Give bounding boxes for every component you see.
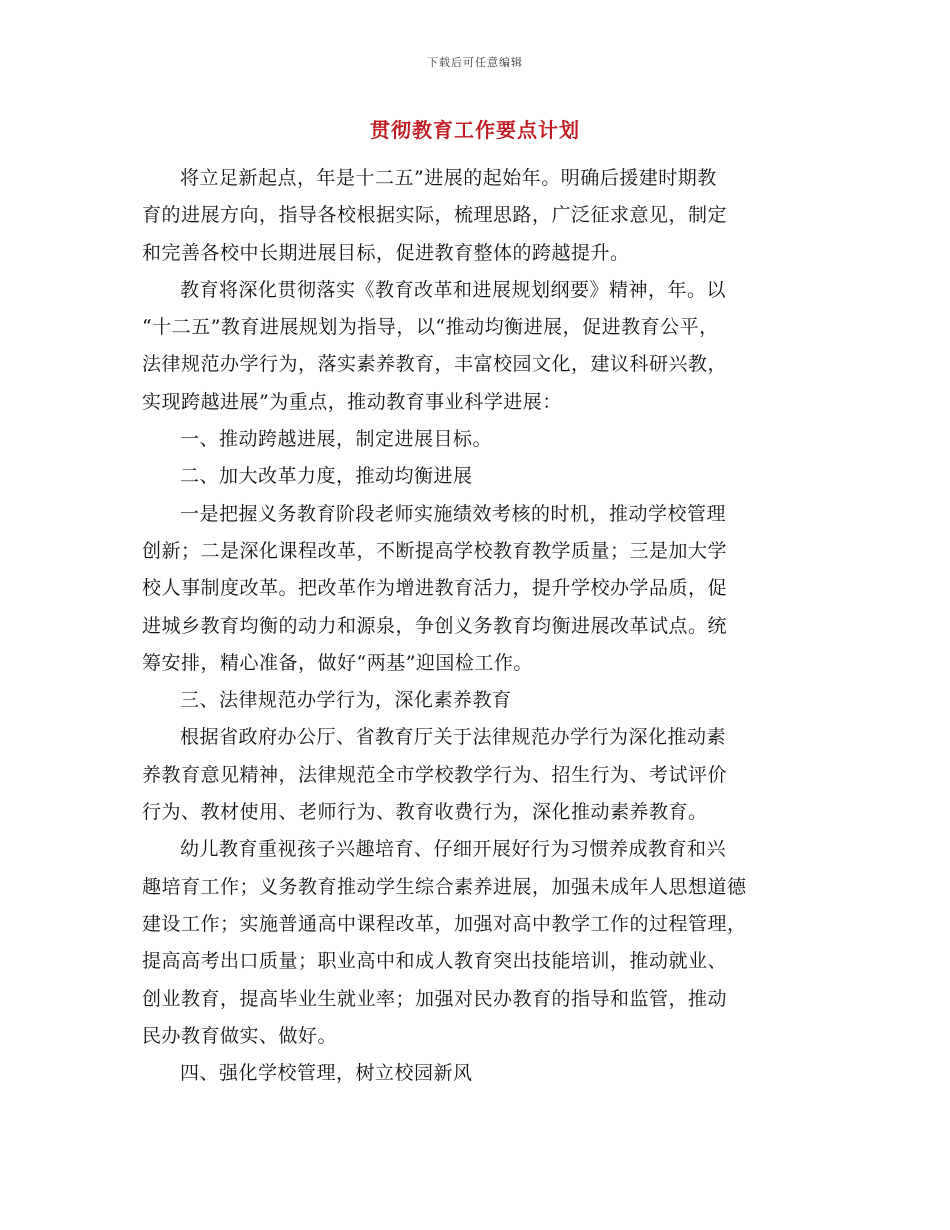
document-title: 贯彻教育工作要点计划 — [370, 118, 580, 142]
section-heading-1: 一、推动跨越进展，制定进展目标。 — [180, 428, 493, 451]
page-header-note: 下载后可任意编辑 — [427, 56, 523, 69]
section-heading-4: 四、强化学校管理，树立校园新风 — [180, 1062, 473, 1085]
section-heading-2: 二、加大改革力度，推动均衡进展 — [180, 465, 473, 488]
paragraph-guiding-principle: 教育将深化贯彻落实《教育改革和进展规划纲要》精神，年。以 “十二五”教育进展规划为指导，以“推动均衡进展，促进教育公平， 法律规范办学行为，落实素养教育，丰富校园文化，建议科研兴教， 实现跨越进展”为重点，推动教育事业科学进展： — [142, 278, 728, 413]
paragraph-regulation-details: 根据省政府办公厅、省教育厅关于法律规范办学行为深化推动素 养教育意见精神，法律规范全市学校教学行为、招生行为、考试评价 行为、教材使用、老师行为、教育收费行为，深化推动素养教育。 — [142, 726, 728, 824]
paragraph-reform-details: 一是把握义务教育阶段老师实施绩效考核的时机，推动学校管理 创新；二是深化课程改革，不断提高学校教育教学质量；三是加大学 校人事制度改革。把改革作为增进教育活力，提升学校办学品质，促 进城乡教育均衡的动力和源泉，争创义务教育均衡进展改革试点。统 筹安排，精心准备，做好“两基”迎国检工作。 — [142, 502, 728, 674]
section-heading-3: 三、法律规范办学行为，深化素养教育 — [180, 689, 512, 712]
paragraph-intro: 将立足新起点，年是十二五”进展的起始年。明确后援建时期教 育的进展方向，指导各校根据实际，梳理思路，广泛征求意见，制定 和完善各校中长期进展目标，促进教育整体的跨越提升。 — [142, 167, 728, 264]
document-body — [142, 160, 808, 1092]
paragraph-education-levels: 幼儿教育重视孩子兴趣培育、仔细开展好行为习惯养成教育和兴 趣培育工作；义务教育推动学生综合素养进展，加强未成年人思想道德 建设工作；实施普通高中课程改革，加强对高中教学工作的过程管理， 提高高考出口质量；职业高中和成人教育突出技能培训，推动就业、 创业教育，提高毕业生就业率；加强对民办教育的指导和监管，推动 民办教育做实、做好。 — [142, 838, 747, 1047]
